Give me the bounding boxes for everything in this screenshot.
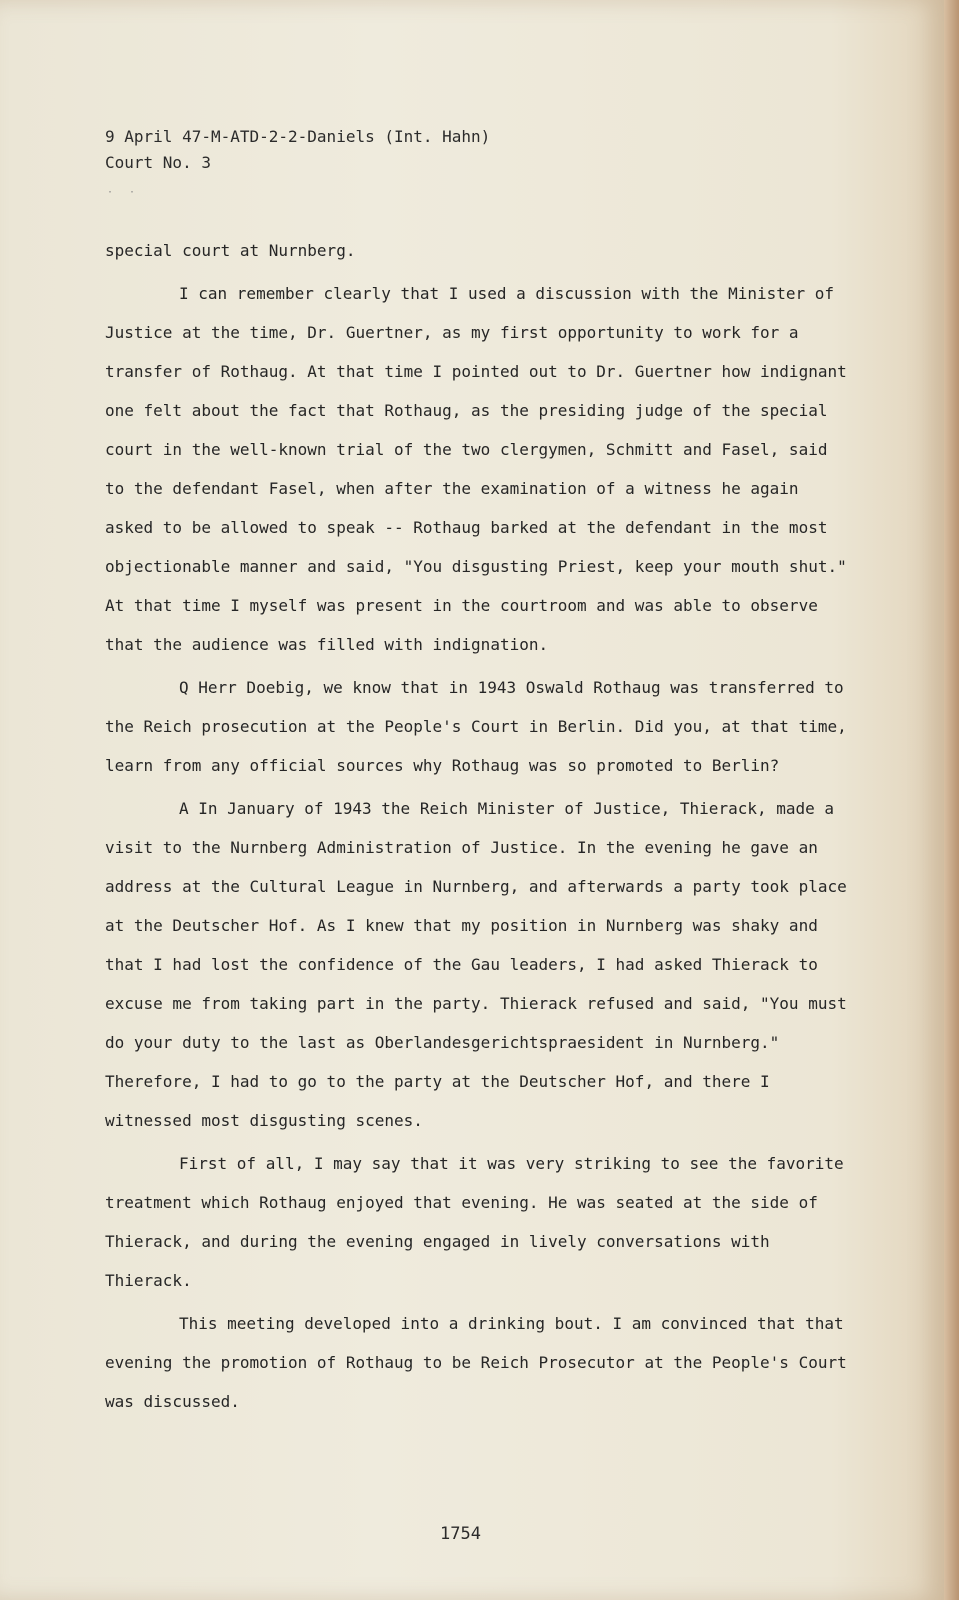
document-header bbox=[105, 124, 490, 176]
paper-edge bbox=[944, 0, 959, 1600]
page-number: 1754 bbox=[440, 1524, 481, 1544]
header-line-1: 9 April 47-M-ATD-2-2-Daniels (Int. Hahn) bbox=[105, 127, 491, 146]
document-body bbox=[105, 231, 855, 1421]
paragraph-1: special court at Nurnberg. bbox=[105, 241, 356, 260]
paragraph-4: A In January of 1943 the Reich Minister of Justice, Thierack, made a visit to the Nurnberg Administration of Justice. In the evening he gave an address at the Cultural League in Nurnberg, and afterwards a party took place at the Deutscher Hof. As I knew that my position in Nurnberg was shaky and that I had lost the confidence of the Gau leaders, I had asked Thierack to excuse me from taking part in the party. Thierack refused and said, "You must do your duty to the last as Oberlandesgerichtspraesident in Nurnberg." Therefore, I had to go to the party at the Deutscher Hof, and there I witnessed most disgusting scenes. bbox=[105, 799, 847, 1130]
paragraph-2: I can remember clearly that I used a discussion with the Minister of Justice at the time, Dr. Guertner, as my first opportunity to work for a transfer of Rothaug. At that time I pointed out to Dr. Guertner how indignant one felt about the fact that Rothaug, as the presiding judge of the special court in the well-known trial of the two clergymen, Schmitt and Fasel, said to the defendant Fasel, when after the examination of a witness he again asked to be allowed to speak -- Rothaug barked at the defendant in the most objectionable manner and said, "You disgusting Priest, keep your mouth shut." At that time I myself was present in the courtroom and was able to observe that the audience was filled with indignation. bbox=[105, 284, 847, 654]
paper-specks: · · bbox=[107, 187, 141, 198]
paragraph-3: Q Herr Doebig, we know that in 1943 Oswald Rothaug was transferred to the Reich prosecution at the People's Court in Berlin. Did you, at that time, learn from any official sources why Rothaug was so promoted to Berlin? bbox=[105, 678, 847, 775]
header-line-2: Court No. 3 bbox=[105, 153, 211, 172]
paragraph-6: This meeting developed into a drinking bout. I am convinced that that evening the promotion of Rothaug to be Reich Prosecutor at the People's Court was discussed. bbox=[105, 1314, 847, 1411]
paragraph-5: First of all, I may say that it was very striking to see the favorite treatment which Rothaug enjoyed that evening. He was seated at the side of Thierack, and during the evening engaged in lively conversations with Thierack. bbox=[105, 1154, 844, 1290]
